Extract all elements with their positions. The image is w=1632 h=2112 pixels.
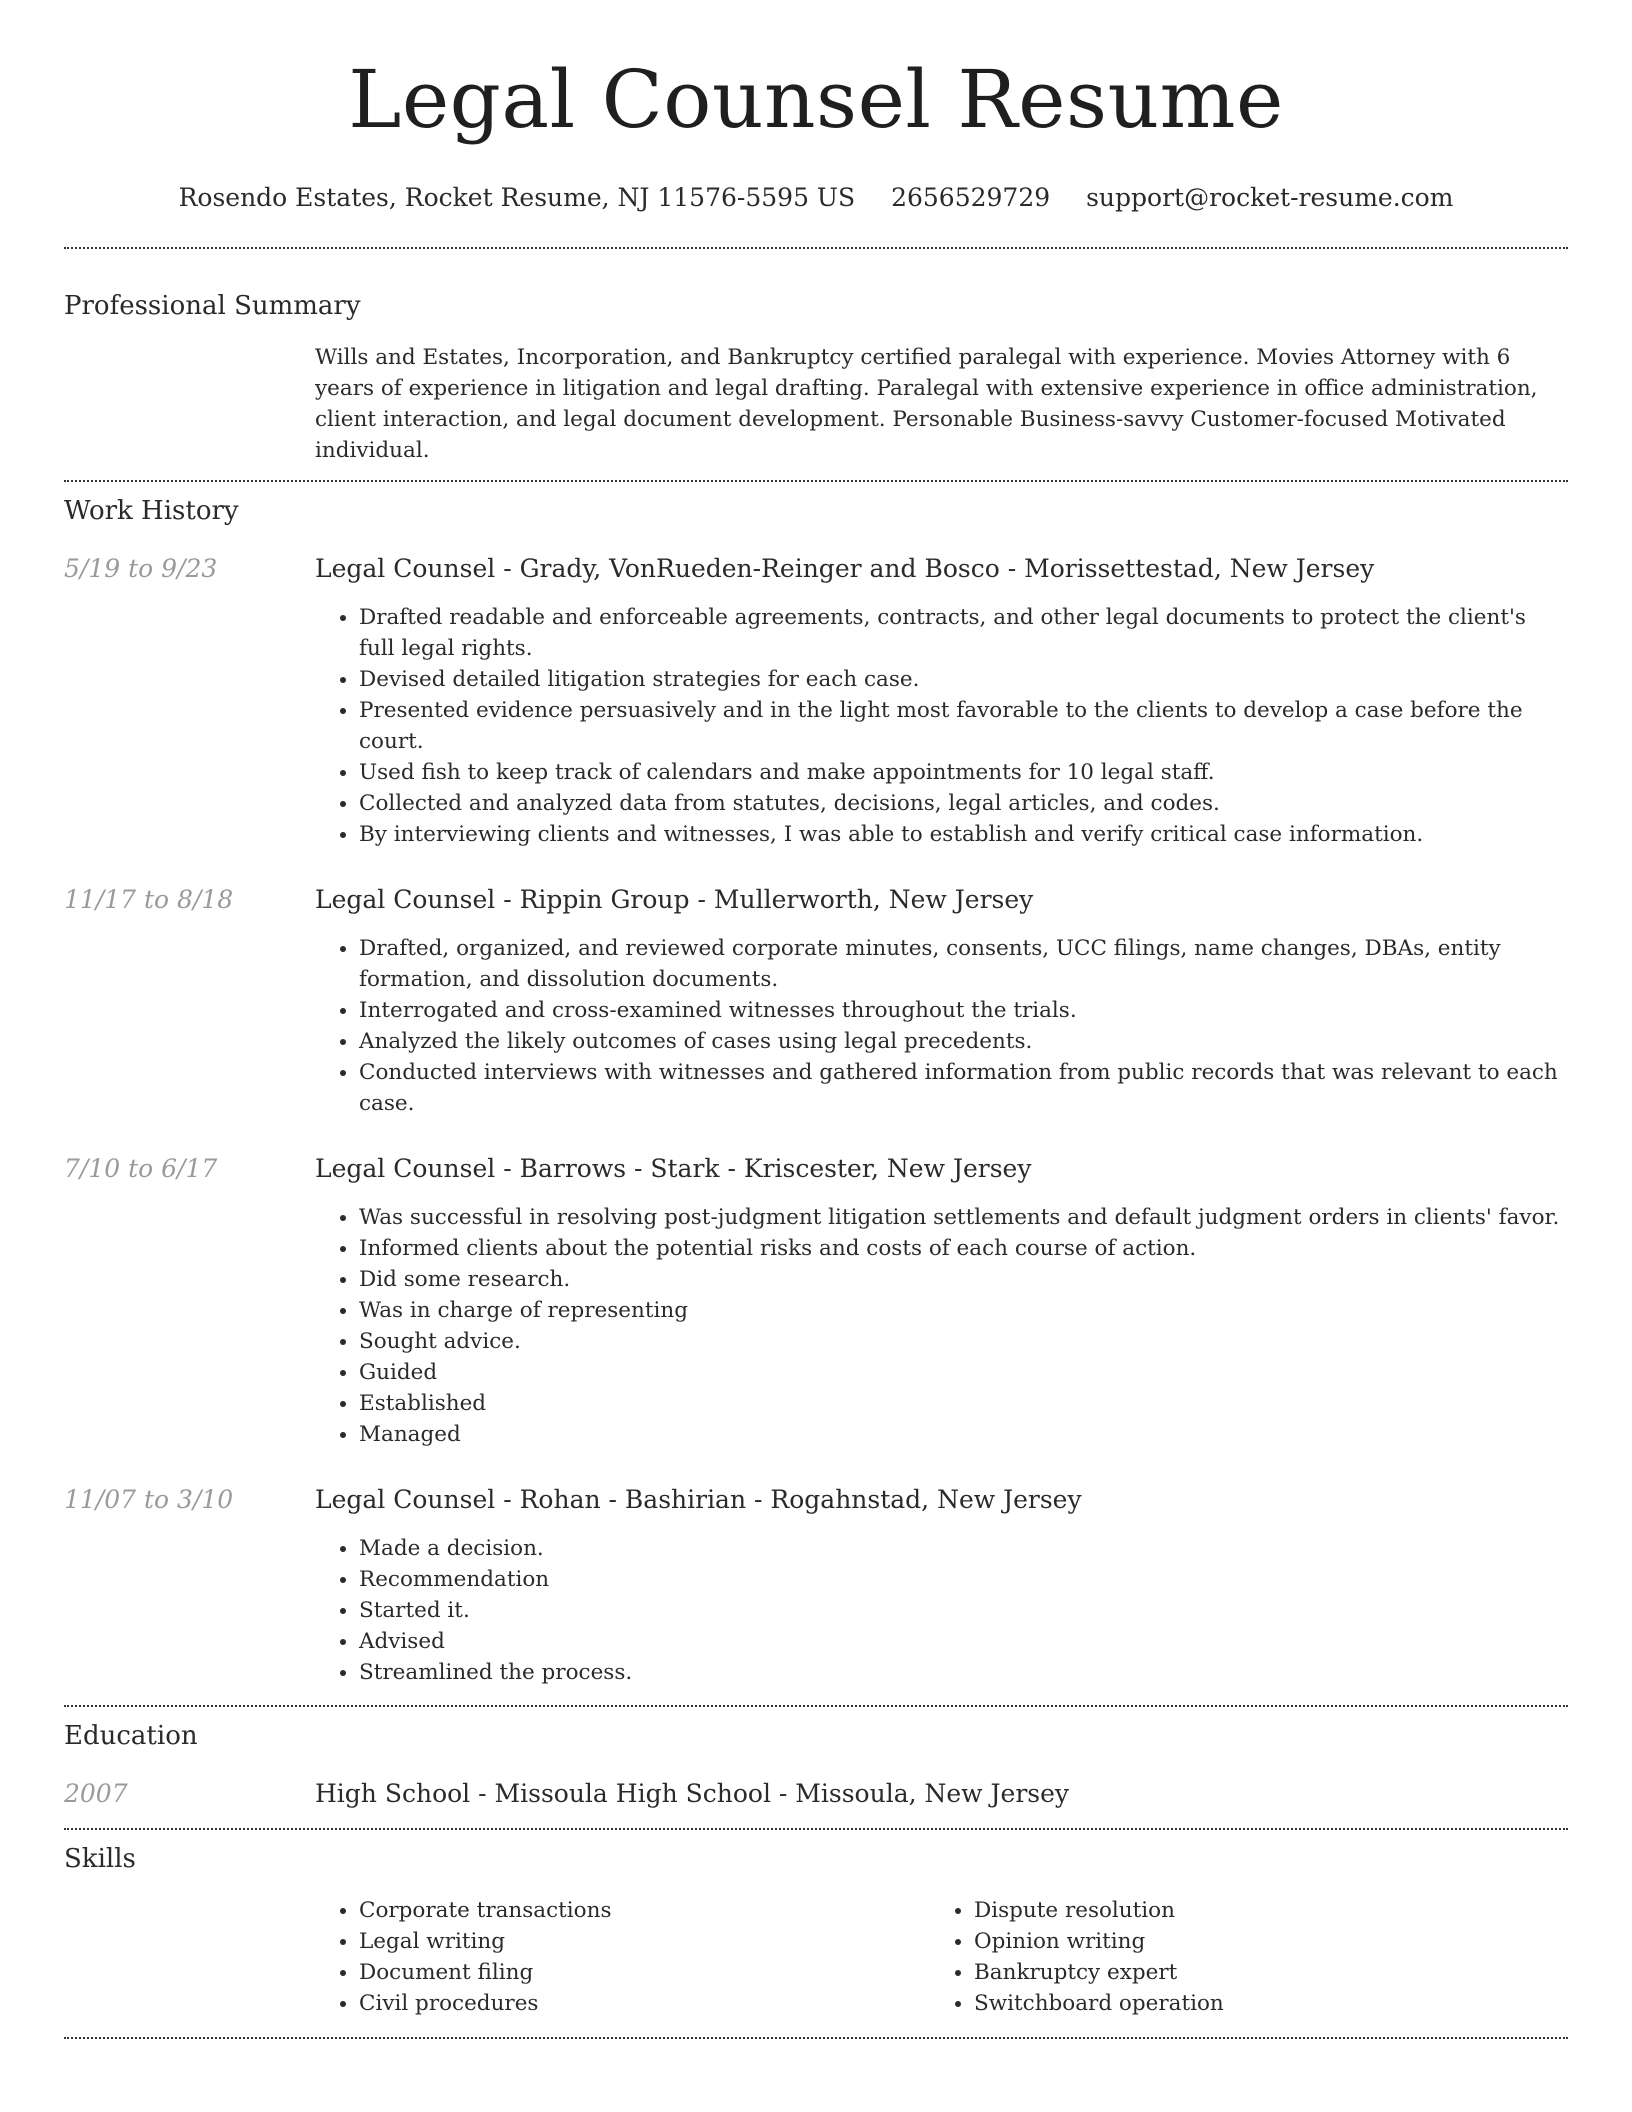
contact-address: Rosendo Estates, Rocket Resume, NJ 11576-5595 US [178,183,856,212]
summary-text: Wills and Estates, Incorporation, and Bankruptcy certified paralegal with experience. Movies Attorney with 6 years of experience in litigation and legal drafting. Paralegal with extensive experience in office administration, client interaction, and legal document development. Personable Business-savvy Customer-focused Motivated individual. [315,345,1538,463]
job-details: - Rippin Group - Mullerworth, New Jersey [495,885,1034,914]
list-item: • Corporate transactions [359,1895,930,1926]
list-item: • Managed [359,1419,1568,1450]
list-item: • Interrogated and cross-examined witnesses throughout the trials. [359,995,1568,1026]
list-item: • Started it. [359,1595,1568,1626]
contact-email: support@rocket-resume.com [1086,183,1454,212]
job-title: Legal Counsel [315,1485,496,1514]
skills-column-left [315,1895,930,2019]
list-item: • Established [359,1388,1568,1419]
job-bullets [359,933,1568,1119]
list-item: • Drafted readable and enforceable agreements, contracts, and other legal documents to protect the client's full legal rights. [359,602,1568,664]
education-heading-line [315,1778,1568,1810]
list-item: • Advised [359,1626,1568,1657]
list-item: • Did some research. [359,1264,1568,1295]
job-bullets [359,1533,1568,1688]
resume-title: Legal Counsel Resume [348,53,1284,146]
job-dates: 7/10 to 6/17 [64,1154,218,1183]
job-title: Legal Counsel [315,1154,496,1183]
list-item: • Civil procedures [359,1988,930,2019]
education-entry [64,1778,1568,1810]
education-heading: Education [64,1721,198,1751]
list-item: • Opinion writing [974,1926,1545,1957]
job-details: - Rohan - Bashirian - Rogahnstad, New Jersey [495,1485,1082,1514]
job-heading [315,1484,1568,1516]
list-item: • Was in charge of representing [359,1295,1568,1326]
list-item: • Guided [359,1357,1568,1388]
job-details: - Grady, VonRueden-Reinger and Bosco - Morissettestad, New Jersey [495,554,1375,583]
job-entry [64,884,1568,1119]
list-item: • Informed clients about the potential risks and costs of each course of action. [359,1233,1568,1264]
summary-heading: Professional Summary [64,291,361,321]
job-heading [315,884,1568,916]
list-item: • Drafted, organized, and reviewed corporate minutes, consents, UCC filings, name changes, DBAs, entity formation, and dissolution documents. [359,933,1568,995]
list-item: • Document filing [359,1957,930,1988]
resume-page [64,0,1568,2039]
list-item: • Bankruptcy expert [974,1957,1545,1988]
list-item: • Presented evidence persuasively and in the light most favorable to the clients to develop a case before the court. [359,695,1568,757]
skills-column-right [930,1895,1545,2019]
job-dates: 11/17 to 8/18 [64,885,234,914]
job-entry [64,553,1568,850]
list-item: • Collected and analyzed data from statutes, decisions, legal articles, and codes. [359,788,1568,819]
skills-bullets [315,1895,930,2019]
contact-phone: 2656529729 [891,183,1051,212]
skills-list [315,1895,1568,2019]
list-item: • Used fish to keep track of calendars and make appointments for 10 legal staff. [359,757,1568,788]
list-item: • Sought advice. [359,1326,1568,1357]
divider [64,2037,1568,2039]
education-year: 2007 [64,1779,128,1808]
skills-bullets [930,1895,1545,2019]
list-item: • By interviewing clients and witnesses, I was able to establish and verify critical case information. [359,819,1568,850]
divider [64,1705,1568,1707]
divider [64,480,1568,482]
job-title: Legal Counsel [315,554,496,583]
divider [64,1828,1568,1830]
education-details: - Missoula High School - Missoula, New Jersey [470,1779,1070,1808]
list-item: • Analyzed the likely outcomes of cases using legal precedents. [359,1026,1568,1057]
contact-line [64,182,1568,214]
education-degree: High School [315,1779,471,1808]
divider [64,247,1568,249]
job-entry [64,1484,1568,1688]
list-item: • Made a decision. [359,1533,1568,1564]
job-heading [315,553,1568,585]
list-item: • Switchboard operation [974,1988,1545,2019]
list-item: • Recommendation [359,1564,1568,1595]
skills-heading: Skills [64,1844,136,1874]
job-bullets [359,602,1568,850]
job-dates: 11/07 to 3/10 [64,1485,234,1514]
list-item: • Streamlined the process. [359,1657,1568,1688]
list-item: • Was successful in resolving post-judgment litigation settlements and default judgment orders in clients' favor. [359,1202,1568,1233]
job-details: - Barrows - Stark - Kriscester, New Jersey [495,1154,1032,1183]
list-item: • Devised detailed litigation strategies for each case. [359,664,1568,695]
list-item: • Conducted interviews with witnesses and gathered information from public records that was relevant to each case. [359,1057,1568,1119]
job-title: Legal Counsel [315,885,496,914]
job-bullets [359,1202,1568,1450]
job-entry [64,1153,1568,1450]
list-item: • Legal writing [359,1926,930,1957]
job-heading [315,1153,1568,1185]
list-item: • Dispute resolution [974,1895,1545,1926]
work-heading: Work History [64,496,239,526]
job-dates: 5/19 to 9/23 [64,554,218,583]
